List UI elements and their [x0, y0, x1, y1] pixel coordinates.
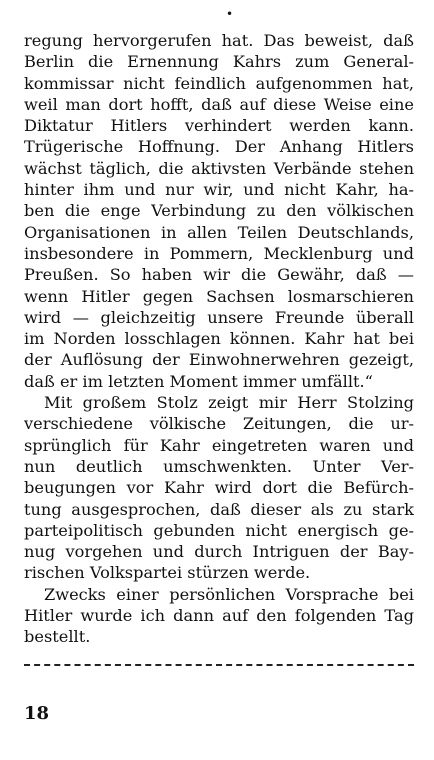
text-line: wird — gleichzeitig unsere Freunde überall — [24, 307, 414, 327]
body-text — [24, 30, 414, 648]
text-line: hinter ihm und nur wir, und nicht Kahr, ha- — [24, 180, 414, 200]
text-line: der Auflösung der Einwohnerwehren gezeigt, — [24, 350, 414, 370]
text-line: daß er im letzten Moment immer umfällt.“ — [24, 371, 373, 391]
text-line: kommissar nicht feindlich aufgenommen hat, — [24, 73, 414, 93]
text-line: regung hervorgerufen hat. Das beweist, daß — [24, 31, 414, 50]
text-line: Berlin die Ernennung Kahrs zum General- — [24, 52, 414, 72]
text-line: tung ausgesprochen, daß dieser als zu stark — [24, 499, 414, 519]
text-line: weil man dort hofft, daß auf diese Weise eine — [24, 94, 414, 114]
text-line: Preußen. So haben wir die Gewähr, daß — — [24, 265, 414, 285]
text-line: parteipolitisch gebunden nicht energisch ge- — [24, 520, 414, 540]
text-line: nun deutlich umschwenkten. Unter Ver- — [24, 456, 414, 476]
paragraph — [24, 30, 414, 392]
text-line: insbesondere in Pommern, Mecklenburg und — [24, 243, 414, 263]
text-line: Trügerische Hoffnung. Der Anhang Hitlers — [24, 137, 414, 157]
paragraph — [24, 392, 414, 584]
text-line: nug vorgehen und durch Intriguen der Bay- — [24, 542, 414, 562]
text-line: verschiedene völkische Zeitungen, die ur- — [24, 414, 414, 434]
paragraph — [24, 584, 414, 648]
text-line: ben die enge Verbindung zu den völkischen — [24, 201, 414, 221]
text-line: Mit großem Stolz zeigt mir Herr Stolzing — [44, 393, 414, 413]
text-line: Diktatur Hitlers verhindert werden kann. — [24, 116, 414, 136]
text-line: rischen Volkspartei stürzen werde. — [24, 563, 311, 583]
text-line: sprünglich für Kahr eingetreten waren und — [24, 435, 414, 455]
dashed-divider — [24, 664, 414, 666]
text-line: im Norden losschlagen können. Kahr hat bei — [24, 329, 414, 349]
text-line: wächst täglich, die aktivsten Verbände stehen — [24, 158, 414, 178]
text-line: wenn Hitler gegen Sachsen losmarschieren — [24, 286, 414, 306]
top-mark: • — [226, 7, 234, 21]
text-line: bestellt. — [24, 627, 91, 647]
text-line: Zwecks einer persönlichen Vorsprache bei — [44, 584, 414, 604]
page-number: 18 — [24, 703, 50, 724]
text-line: Organisationen in allen Teilen Deutschlands, — [24, 222, 414, 242]
text-line: beugungen vor Kahr wird dort die Befürch- — [24, 478, 414, 498]
text-line: Hitler wurde ich dann auf den folgenden Tag — [24, 606, 414, 626]
